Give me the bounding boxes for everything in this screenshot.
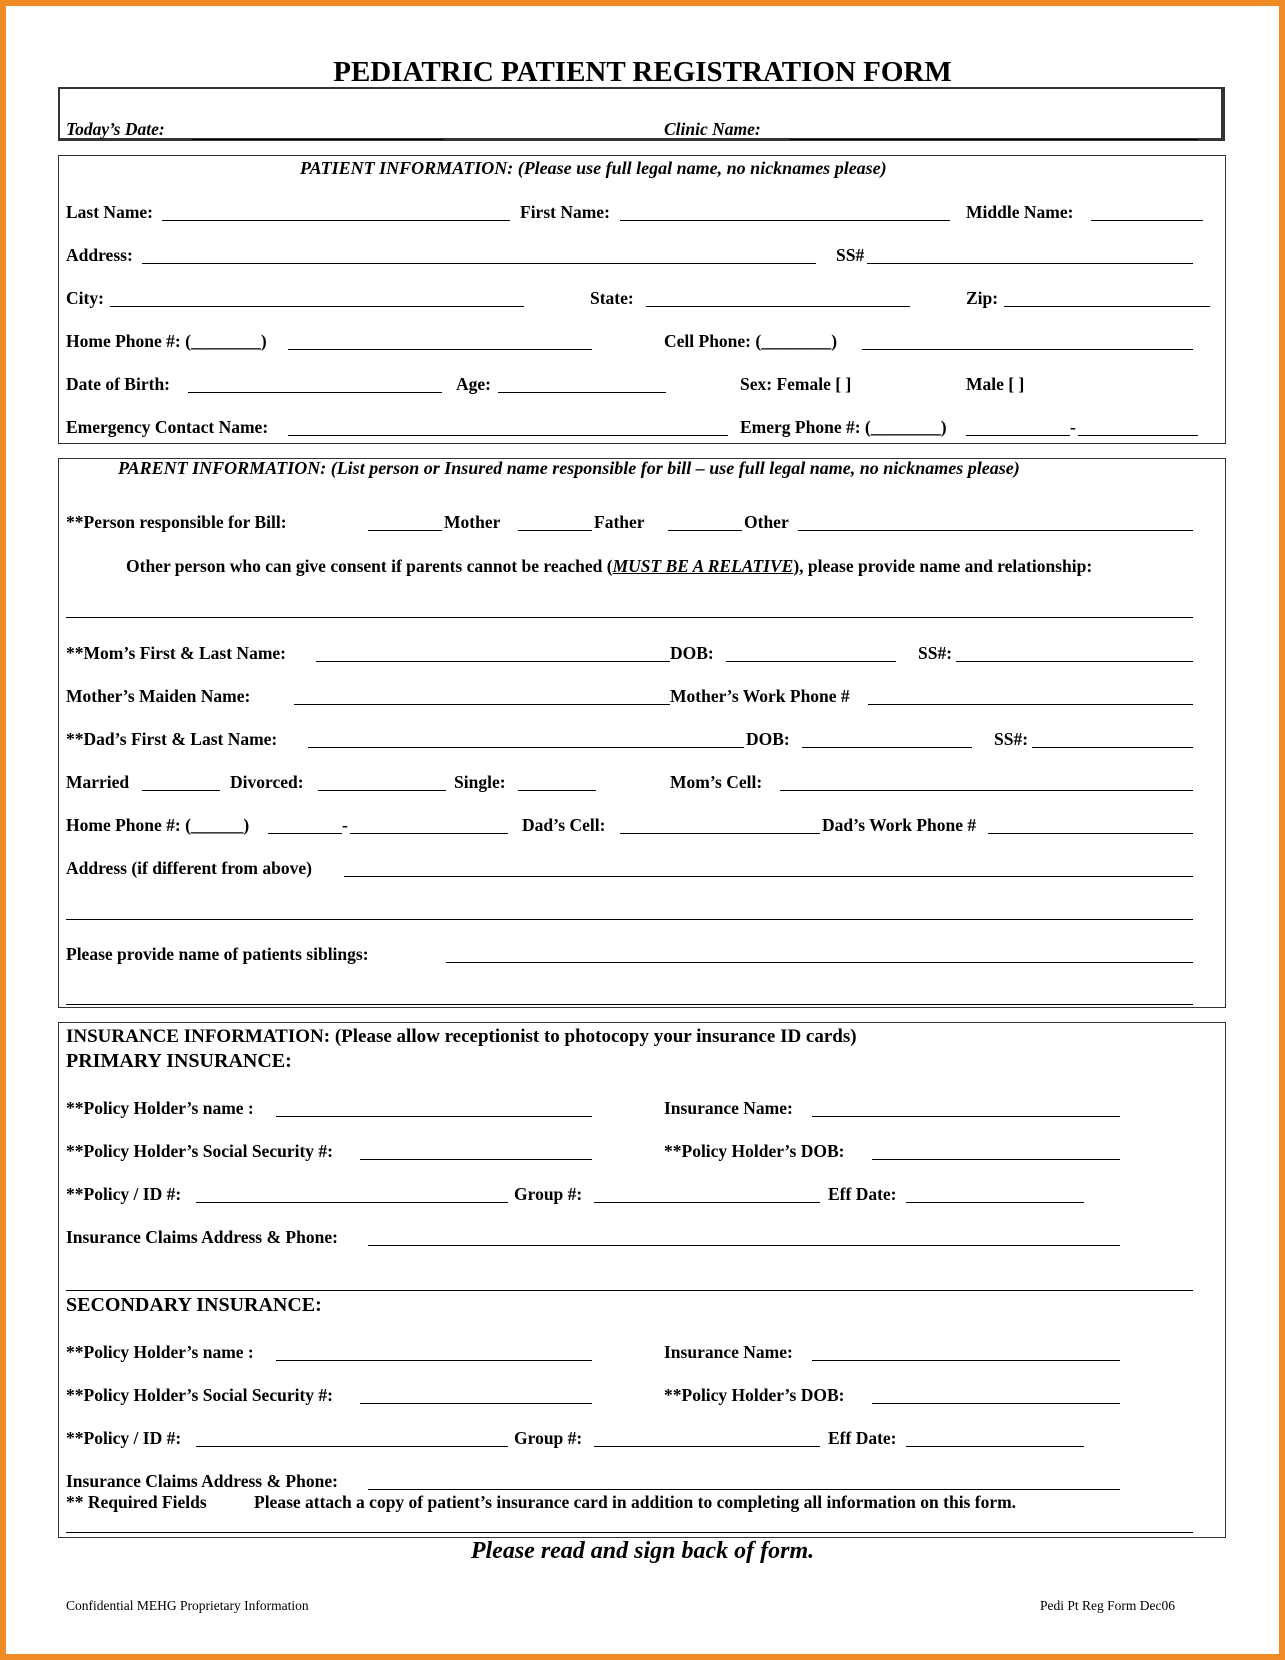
age-label: Age: — [456, 374, 491, 394]
dad-name-field[interactable] — [308, 747, 744, 748]
required-fields-note: ** Required Fields — [66, 1492, 207, 1512]
single-label: Single: — [454, 772, 506, 792]
dad-name-label: **Dad’s First & Last Name: — [66, 729, 278, 749]
emerg-phone-suffix-field[interactable] — [1078, 435, 1198, 436]
divorced-field[interactable] — [318, 790, 446, 791]
state-field[interactable] — [646, 306, 910, 307]
dad-cell-field[interactable] — [620, 833, 820, 834]
divorced-label: Divorced: — [230, 772, 304, 792]
mom-dob-field[interactable] — [726, 661, 896, 662]
primary-holder-name-field[interactable] — [276, 1116, 592, 1117]
primary-eff-date-field[interactable] — [906, 1202, 1084, 1203]
address-diff-label: Address (if different from above) — [66, 858, 312, 878]
patient-info-box — [58, 155, 1226, 444]
secondary-holder-name-field[interactable] — [276, 1360, 592, 1361]
primary-policy-id-label: **Policy / ID #: — [66, 1184, 182, 1204]
mom-cell-field[interactable] — [780, 790, 1193, 791]
secondary-group-label: Group #: — [514, 1428, 583, 1448]
responsible-label: **Person responsible for Bill: — [66, 512, 287, 532]
dad-ss-label: SS#: — [994, 729, 1029, 749]
other-name-field[interactable] — [798, 530, 1193, 531]
secondary-claims-field-2[interactable] — [66, 1532, 1193, 1533]
primary-claims-field[interactable] — [368, 1245, 1120, 1246]
attach-card-note: Please attach a copy of patient’s insurance card in addition to completing all information on this form. — [254, 1492, 1017, 1512]
single-field[interactable] — [518, 790, 596, 791]
sex-female-checkbox[interactable]: Sex: Female [ ] — [740, 374, 852, 394]
mom-work-phone-field[interactable] — [868, 704, 1193, 705]
footer-left: Confidential MEHG Proprietary Information — [66, 1598, 309, 1613]
primary-ins-name-field[interactable] — [812, 1116, 1120, 1117]
mother-label: Mother — [444, 512, 501, 532]
primary-holder-dob-field[interactable] — [872, 1159, 1120, 1160]
state-label: State: — [590, 288, 634, 308]
emergency-contact-field[interactable] — [288, 435, 728, 436]
todays-date-field[interactable] — [192, 139, 444, 140]
zip-field[interactable] — [1004, 306, 1210, 307]
primary-policy-id-field[interactable] — [196, 1202, 508, 1203]
sign-back-note: Please read and sign back of form. — [470, 1538, 815, 1564]
primary-holder-dob-label: **Policy Holder’s DOB: — [664, 1141, 845, 1161]
must-be-relative-text: MUST BE A RELATIVE — [612, 556, 794, 576]
mother-field[interactable] — [368, 530, 442, 531]
emergency-contact-label: Emergency Contact Name: — [66, 417, 269, 437]
mom-name-field[interactable] — [316, 661, 670, 662]
footer-right: Pedi Pt Reg Form Dec06 — [1040, 1598, 1175, 1613]
header-box — [58, 87, 1225, 141]
maiden-name-field[interactable] — [294, 704, 670, 705]
age-field[interactable] — [498, 392, 666, 393]
address-label: Address: — [66, 245, 133, 265]
consent-field[interactable] — [66, 617, 1193, 618]
other-field[interactable] — [668, 530, 742, 531]
secondary-holder-dob-label: **Policy Holder’s DOB: — [664, 1385, 845, 1405]
address-field[interactable] — [142, 263, 816, 264]
parent-home-phone-dash: - — [342, 815, 348, 835]
city-field[interactable] — [110, 306, 524, 307]
dad-ss-field[interactable] — [1032, 747, 1193, 748]
dob-field[interactable] — [188, 392, 442, 393]
cell-phone-field[interactable] — [862, 349, 1193, 350]
maiden-name-label: Mother’s Maiden Name: — [66, 686, 251, 706]
dad-work-phone-field[interactable] — [988, 833, 1193, 834]
primary-ins-name-label: Insurance Name: — [664, 1098, 793, 1118]
secondary-holder-name-label: **Policy Holder’s name : — [66, 1342, 254, 1362]
primary-claims-field-2[interactable] — [66, 1290, 1193, 1291]
primary-holder-ss-label: **Policy Holder’s Social Security #: — [66, 1141, 333, 1161]
ss-label: SS# — [836, 245, 865, 265]
home-phone-label: Home Phone #: (________) — [66, 331, 267, 351]
mom-ss-label: SS#: — [918, 643, 953, 663]
secondary-group-field[interactable] — [594, 1446, 820, 1447]
married-label: Married — [66, 772, 130, 792]
zip-label: Zip: — [966, 288, 999, 308]
mom-dob-label: DOB: — [670, 643, 714, 663]
last-name-field[interactable] — [162, 220, 510, 221]
siblings-field-2[interactable] — [66, 1004, 1193, 1005]
middle-name-field[interactable] — [1091, 220, 1203, 221]
todays-date-label: Today’s Date: — [66, 119, 165, 139]
first-name-label: First Name: — [520, 202, 610, 222]
secondary-claims-field[interactable] — [368, 1489, 1120, 1490]
first-name-field[interactable] — [620, 220, 950, 221]
primary-holder-name-label: **Policy Holder’s name : — [66, 1098, 254, 1118]
form-title: PEDIATRIC PATIENT REGISTRATION FORM — [333, 56, 952, 88]
mom-name-label: **Mom’s First & Last Name: — [66, 643, 286, 663]
secondary-eff-date-label: Eff Date: — [828, 1428, 897, 1448]
dad-work-phone-label: Dad’s Work Phone # — [822, 815, 977, 835]
secondary-holder-ss-field[interactable] — [360, 1403, 592, 1404]
other-label: Other — [744, 512, 789, 532]
address-diff-field[interactable] — [344, 876, 1193, 877]
primary-holder-ss-field[interactable] — [360, 1159, 592, 1160]
emerg-phone-label: Emerg Phone #: (________) — [740, 417, 947, 437]
middle-name-label: Middle Name: — [966, 202, 1074, 222]
secondary-holder-dob-field[interactable] — [872, 1403, 1120, 1404]
secondary-ins-name-label: Insurance Name: — [664, 1342, 793, 1362]
primary-group-field[interactable] — [594, 1202, 820, 1203]
mom-ss-field[interactable] — [956, 661, 1193, 662]
dob-label: Date of Birth: — [66, 374, 171, 394]
sex-male-checkbox[interactable]: Male [ ] — [966, 374, 1025, 394]
secondary-policy-id-field[interactable] — [196, 1446, 508, 1447]
secondary-holder-ss-label: **Policy Holder’s Social Security #: — [66, 1385, 333, 1405]
mom-work-phone-label: Mother’s Work Phone # — [670, 686, 850, 706]
emerg-phone-prefix-field[interactable] — [966, 435, 1070, 436]
secondary-ins-name-field[interactable] — [812, 1360, 1120, 1361]
siblings-field[interactable] — [446, 962, 1193, 963]
parent-info-heading: PARENT INFORMATION: (List person or Insured name responsible for bill – use full legal name, no nicknames please) — [118, 458, 1020, 478]
secondary-insurance-heading: SECONDARY INSURANCE: — [66, 1294, 322, 1316]
parent-home-phone-label: Home Phone #: (______) — [66, 815, 250, 835]
last-name-label: Last Name: — [66, 202, 153, 222]
city-label: City: — [66, 288, 104, 308]
address-diff-field-2[interactable] — [66, 919, 1193, 920]
parent-home-phone-prefix-field[interactable] — [268, 833, 342, 834]
insurance-heading: INSURANCE INFORMATION: (Please allow receptionist to photocopy your insurance ID cards) — [66, 1026, 857, 1047]
home-phone-field[interactable] — [288, 349, 592, 350]
consent-text: Other person who can give consent if parents cannot be reached (MUST BE A RELATIVE), please provide name and relationship: — [126, 556, 1093, 576]
secondary-eff-date-field[interactable] — [906, 1446, 1084, 1447]
mom-cell-label: Mom’s Cell: — [670, 772, 763, 792]
dad-cell-label: Dad’s Cell: — [522, 815, 606, 835]
father-field[interactable] — [518, 530, 592, 531]
secondary-claims-label: Insurance Claims Address & Phone: — [66, 1471, 338, 1491]
primary-claims-label: Insurance Claims Address & Phone: — [66, 1227, 338, 1247]
primary-insurance-heading: PRIMARY INSURANCE: — [66, 1050, 292, 1072]
father-label: Father — [594, 512, 645, 532]
cell-phone-label: Cell Phone: (________) — [664, 331, 838, 351]
primary-eff-date-label: Eff Date: — [828, 1184, 897, 1204]
clinic-name-label: Clinic Name: — [664, 119, 761, 139]
dad-dob-label: DOB: — [746, 729, 790, 749]
secondary-policy-id-label: **Policy / ID #: — [66, 1428, 182, 1448]
siblings-label: Please provide name of patients siblings: — [66, 944, 369, 964]
parent-home-phone-suffix-field[interactable] — [350, 833, 508, 834]
primary-group-label: Group #: — [514, 1184, 583, 1204]
dad-dob-field[interactable] — [802, 747, 972, 748]
patient-info-heading: PATIENT INFORMATION: (Please use full legal name, no nicknames please) — [300, 158, 887, 178]
ss-field[interactable] — [867, 263, 1193, 264]
married-field[interactable] — [142, 790, 220, 791]
emerg-phone-dash: - — [1070, 417, 1076, 437]
clinic-name-field[interactable] — [790, 139, 1198, 140]
